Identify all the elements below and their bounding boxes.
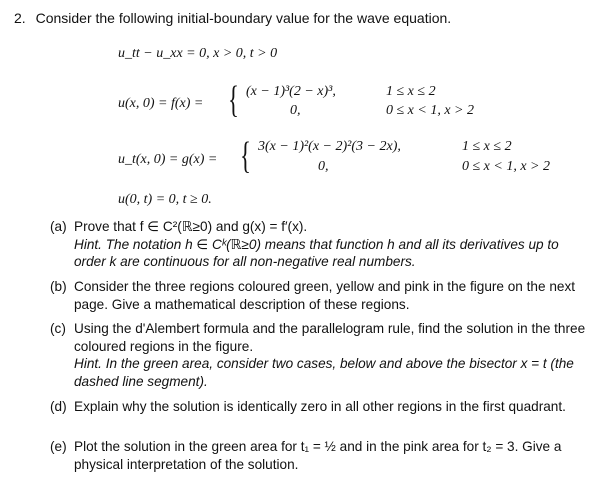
part-a-hint: Hint. The notation h ∈ Cᵏ(ℝ≥0) means that function h and all its derivatives up to order k are continuous for all non-negative real numbers. [74, 236, 559, 270]
piecewise-brace-f: { [228, 79, 239, 121]
part-e-label: (e) [50, 439, 67, 454]
initial-displacement-lhs: u(x, 0) = f(x) = [118, 96, 204, 111]
part-e [50, 438, 590, 473]
question-title: Consider the following initial-boundary value for the wave equation. [35, 10, 452, 26]
part-c-hint: Hint. In the green area, consider two cases, below and above the bisector x = t (the dashed line segment). [74, 356, 574, 389]
g-case1-condition: 1 ≤ x ≤ 2 [462, 139, 512, 154]
part-c [50, 320, 590, 390]
part-a-label: (a) [50, 219, 67, 234]
part-d-label: (d) [50, 399, 67, 414]
part-d-text: Explain why the solution is identically zero in all other regions in the first quadrant. [74, 399, 566, 414]
part-b-text: Consider the three regions coloured green, yellow and pink in the figure on the next page. Give a mathematical description of these regions. [74, 279, 576, 312]
g-case2-condition: 0 ≤ x < 1, x > 2 [462, 159, 551, 174]
boundary-condition: u(0, t) = 0, t ≥ 0. [118, 192, 212, 207]
question-header [14, 10, 451, 26]
f-case1-expression: (x − 1)³(2 − x)³, [246, 84, 336, 99]
f-case1-condition: 1 ≤ x ≤ 2 [386, 84, 436, 99]
part-a-text: Prove that f ∈ C²(ℝ≥0) and g(x) = f′(x). [74, 219, 308, 234]
wave-equation: u_tt − u_xx = 0, x > 0, t > 0 [118, 46, 278, 61]
part-b-label: (b) [50, 279, 67, 294]
piecewise-brace-g: { [240, 135, 251, 177]
f-case2-condition: 0 ≤ x < 1, x > 2 [386, 103, 475, 118]
initial-velocity-lhs: u_t(x, 0) = g(x) = [118, 152, 218, 167]
part-d [50, 398, 590, 416]
part-e-text: Plot the solution in the green area for t₁ = ½ and in the pink area for t₂ = 3. Give a physical interpretation of the solution. [74, 439, 562, 472]
question-number: 2. [14, 10, 26, 26]
part-c-text: Using the d'Alembert formula and the parallelogram rule, find the solution in the three coloured regions in the figure. [74, 321, 586, 354]
part-a [50, 218, 590, 271]
g-case2-expression: 0, [318, 159, 329, 174]
part-c-label: (c) [50, 321, 66, 336]
g-case1-expression: 3(x − 1)²(x − 2)²(3 − 2x), [258, 139, 401, 154]
f-case2-expression: 0, [290, 103, 301, 118]
part-b [50, 278, 590, 313]
